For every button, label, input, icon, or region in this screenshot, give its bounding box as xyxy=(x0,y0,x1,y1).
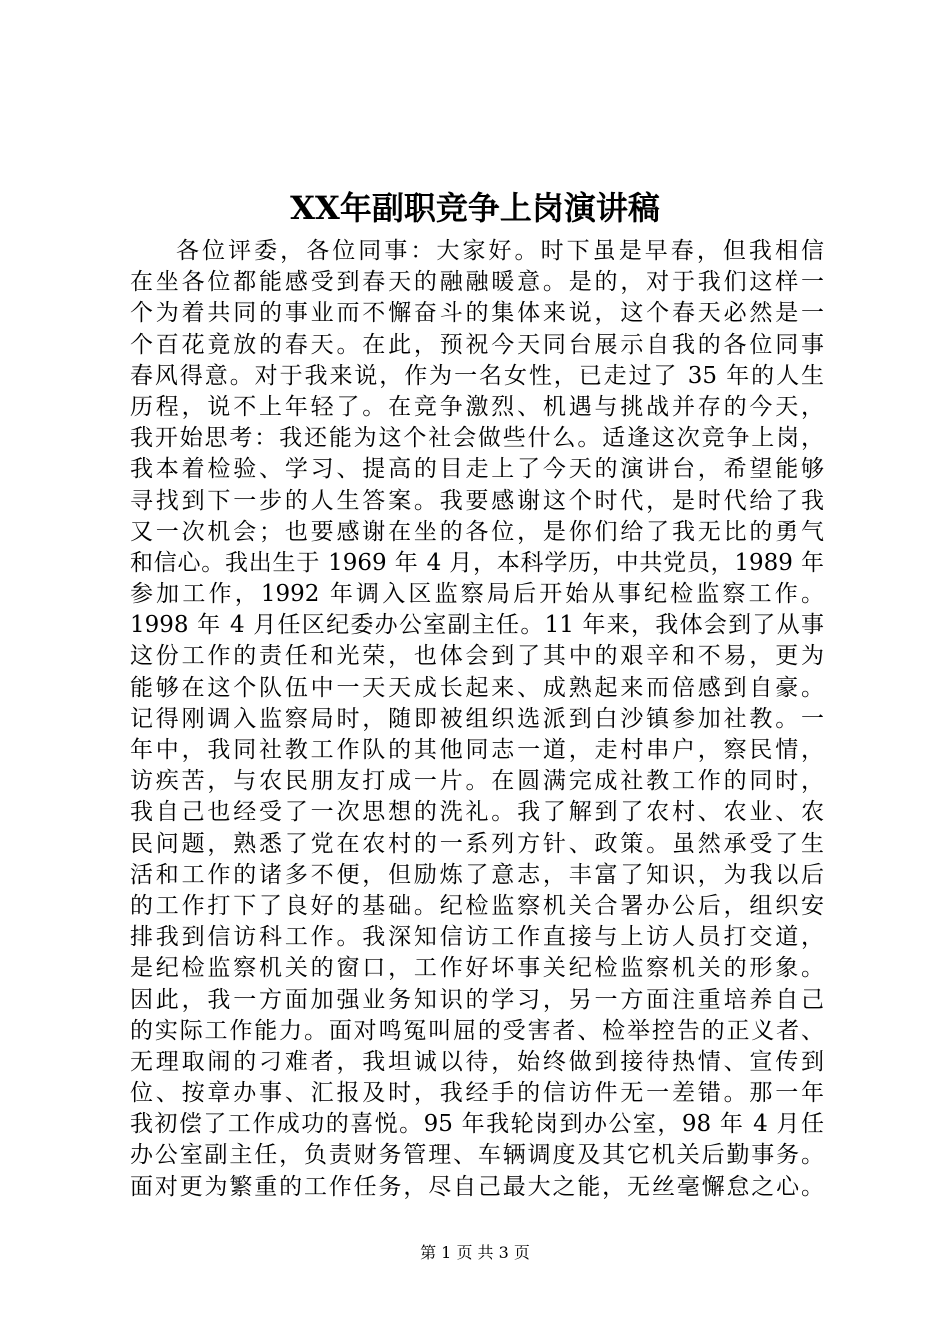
body-line: 排我到信访科工作。我深知信访工作直接与上访人员打交道， xyxy=(130,924,824,951)
body-line: 参加工作，1992 年调入区监察局后开始从事纪检监察工作。 xyxy=(130,581,824,608)
body-line: 个为着共同的事业而不懈奋斗的集体来说，这个春天必然是一 xyxy=(130,300,824,327)
body-line: 办公室副主任，负责财务管理、车辆调度及其它机关后勤事务。 xyxy=(130,1142,824,1169)
body-line: 我自己也经受了一次思想的洗礼。我了解到了农村、农业、农 xyxy=(130,799,824,826)
body-line: 无理取闹的刁难者，我坦诚以待，始终做到接待热情、宣传到 xyxy=(130,1048,824,1075)
body-line: 寻找到下一步的人生答案。我要感谢这个时代，是时代给了我 xyxy=(130,487,824,514)
body-line: 在坐各位都能感受到春天的融融暖意。是的，对于我们这样一 xyxy=(130,269,824,296)
body-line: 1998 年 4 月任区纪委办公室副主任。11 年来，我体会到了从事 xyxy=(130,612,824,639)
body-line: 的实际工作能力。面对鸣冤叫屈的受害者、检举控告的正义者、 xyxy=(130,1017,824,1044)
body-line: 个百花竟放的春天。在此，预祝今天同台展示自我的各位同事 xyxy=(130,331,824,358)
body-line: 面对更为繁重的工作任务，尽自己最大之能，无丝毫懈怠之心。 xyxy=(130,1173,824,1200)
body-line: 民问题，熟悉了党在农村的一系列方针、政策。虽然承受了生 xyxy=(130,830,824,857)
document-body xyxy=(130,236,824,1203)
body-line: 的工作打下了良好的基础。纪检监察机关合署办公后，组织安 xyxy=(130,892,824,919)
body-line: 和信心。我出生于 1969 年 4 月，本科学历，中共党员，1989 年 xyxy=(130,549,824,576)
body-line: 我开始思考：我还能为这个社会做些什么。适逢这次竞争上岗， xyxy=(130,425,824,452)
body-line: 是纪检监察机关的窗口，工作好坏事关纪检监察机关的形象。 xyxy=(130,955,824,982)
body-line: 位、按章办事、汇报及时，我经手的信访件无一差错。那一年 xyxy=(130,1080,824,1107)
body-line: 记得刚调入监察局时，随即被组织选派到白沙镇参加社教。一 xyxy=(130,705,824,732)
document-title: XX年副职竞争上岗演讲稿 xyxy=(290,189,660,227)
body-line: 我初偿了工作成功的喜悦。95 年我轮岗到办公室，98 年 4 月任 xyxy=(130,1111,824,1138)
body-line: 活和工作的诸多不便，但励炼了意志，丰富了知识，为我以后 xyxy=(130,861,824,888)
body-line: 能够在这个队伍中一天天成长起来、成熟起来而倍感到自豪。 xyxy=(130,674,824,701)
body-line: 春风得意。对于我来说，作为一名女性，已走过了 35 年的人生 xyxy=(130,362,824,389)
body-line: 我本着检验、学习、提高的目走上了今天的演讲台，希望能够 xyxy=(130,456,824,483)
body-line: 因此，我一方面加强业务知识的学习，另一方面注重培养自己 xyxy=(130,986,824,1013)
body-line: 各位评委，各位同事：大家好。时下虽是早春，但我相信 xyxy=(176,238,824,264)
page-indicator: 第 1 页 共 3 页 xyxy=(420,1243,530,1262)
body-line: 年中，我同社教工作队的其他同志一道，走村串户，察民情， xyxy=(130,737,824,763)
body-line: 这份工作的责任和光荣，也体会到了其中的艰辛和不易，更为 xyxy=(130,643,824,670)
body-line: 又一次机会；也要感谢在坐的各位，是你们给了我无比的勇气 xyxy=(130,518,824,545)
body-line: 历程，说不上年轻了。在竞争激烈、机遇与挑战并存的今天， xyxy=(130,393,824,420)
body-line: 访疾苦，与农民朋友打成一片。在圆满完成社教工作的同时， xyxy=(130,768,824,795)
